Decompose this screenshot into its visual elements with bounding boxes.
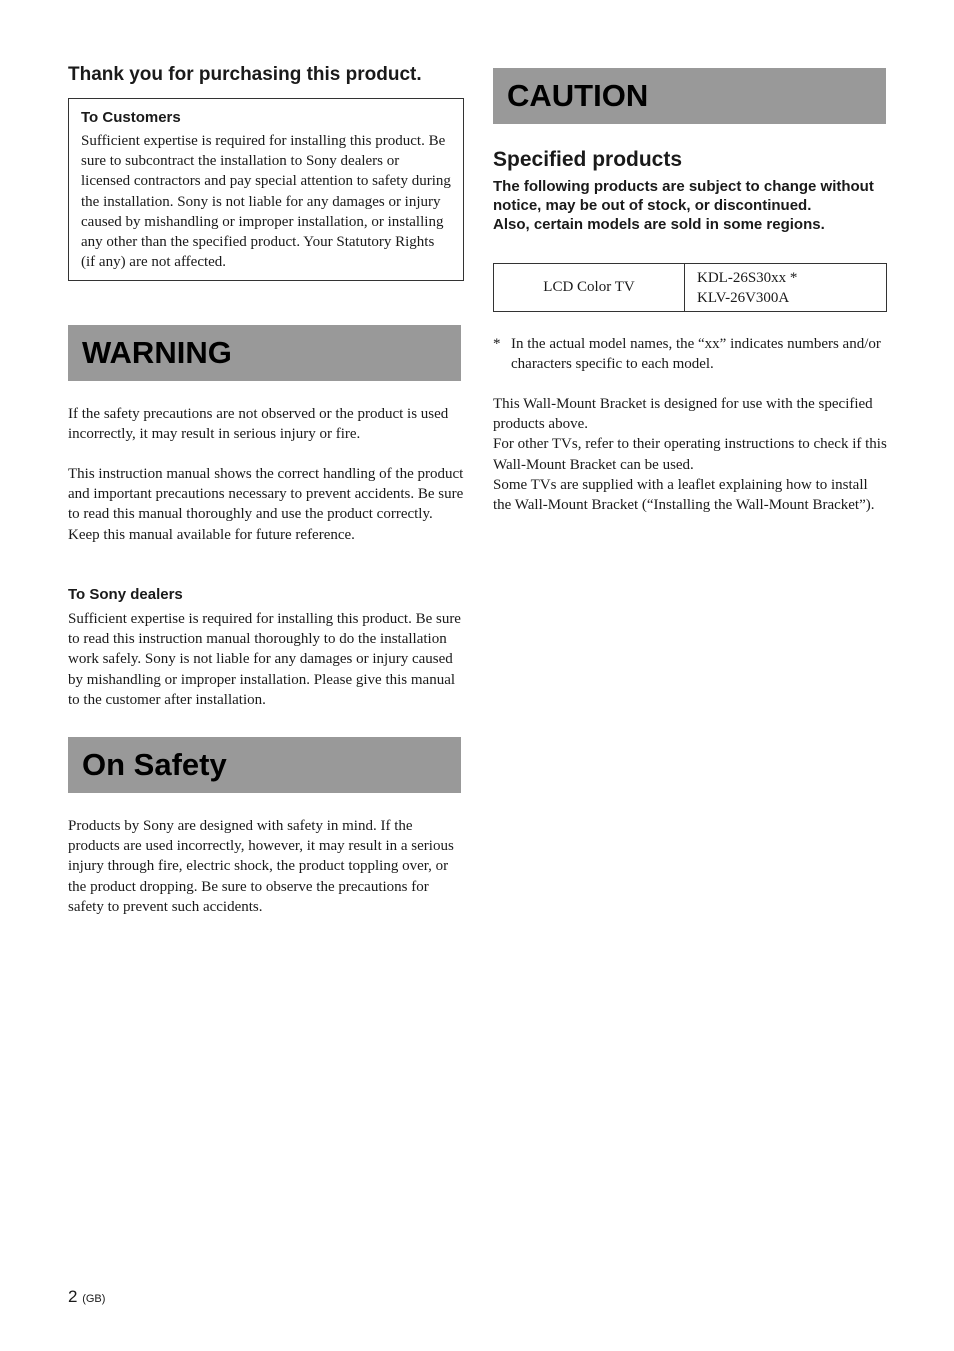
on-safety-text: Products by Sony are designed with safety in mind. If the products are used incorrectly, however, it may result in a serious injury through fire, electric shock, the product toppling over, or the product dropping. Be sure to observe the precautions for safety to prevent such accidents. bbox=[68, 818, 454, 915]
warning-title: WARNING bbox=[82, 335, 232, 370]
footnote-mark: * bbox=[493, 336, 501, 352]
page-number bbox=[68, 1287, 105, 1309]
notice-line-1: The following products are subject to change without notice, may be out of stock, or discontinued. bbox=[493, 178, 874, 214]
thanks-heading: Thank you for purchasing this product. bbox=[68, 64, 422, 85]
product-cell: LCD Color TV bbox=[494, 264, 685, 312]
bracket-paragraph-2: For other TVs, refer to their operating instructions to check if this Wall-Mount Bracket can be used. bbox=[493, 436, 887, 473]
right-column bbox=[493, 68, 887, 514]
specified-products-notice bbox=[493, 177, 887, 234]
left-column bbox=[68, 62, 464, 915]
warning-paragraph-1: If the safety precautions are not observed or the product is used incorrectly, it may result in serious injury or fire. bbox=[68, 406, 449, 443]
to-sony-dealers-heading: To Sony dealers bbox=[68, 586, 183, 603]
specified-products-table bbox=[493, 263, 887, 312]
warning-banner bbox=[68, 325, 461, 381]
on-safety-banner bbox=[68, 737, 461, 793]
bracket-paragraph-3: Some TVs are supplied with a leaflet explaining how to install the Wall-Mount Bracket (“Installing the Wall-Mount Bracket”). bbox=[493, 476, 875, 514]
to-sony-dealers-text: Sufficient expertise is required for installing this product. Be sure to read this instruction manual thoroughly to do the installation work safely. Sony is not liable for any damages or injury caused by mishandling or improper installation. Please give this manual to the customer after installation. bbox=[68, 611, 461, 708]
bracket-description bbox=[493, 394, 887, 515]
to-customers-heading: To Customers bbox=[81, 109, 181, 126]
model-name: KDL-26S30xx * bbox=[697, 269, 798, 286]
footnote-text: In the actual model names, the “xx” indicates numbers and/or characters specific to each model. bbox=[511, 336, 881, 373]
page-region-code: (GB) bbox=[82, 1293, 106, 1305]
on-safety-title: On Safety bbox=[82, 747, 227, 782]
specified-products-heading: Specified products bbox=[493, 148, 683, 171]
to-customers-box bbox=[68, 98, 464, 281]
table-row bbox=[494, 264, 887, 312]
caution-title: CAUTION bbox=[507, 78, 649, 113]
page-number-value: 2 bbox=[68, 1287, 78, 1306]
to-customers-text: Sufficient expertise is required for installing this product. Be sure to subcontract the installation to Sony dealers or licensed contractors and pay special attention to safety during the installation. Sony is not liable for any damages or injury caused by mishandling or improper installation, or installing any other than the specified product. Your Statutory Rights (if any) are not affected. bbox=[81, 133, 451, 271]
model-name: KLV-26V300A bbox=[697, 289, 790, 306]
notice-line-2: Also, certain models are sold in some regions. bbox=[493, 216, 825, 233]
models-cell bbox=[685, 264, 887, 312]
bracket-paragraph-1: This Wall-Mount Bracket is designed for use with the specified products above. bbox=[493, 396, 873, 433]
warning-paragraph-2: This instruction manual shows the correct handling of the product and important precautions necessary to prevent accidents. Be sure to read this manual thoroughly and use the product correctly. Keep this manual available for future reference. bbox=[68, 466, 464, 543]
caution-banner bbox=[493, 68, 886, 124]
